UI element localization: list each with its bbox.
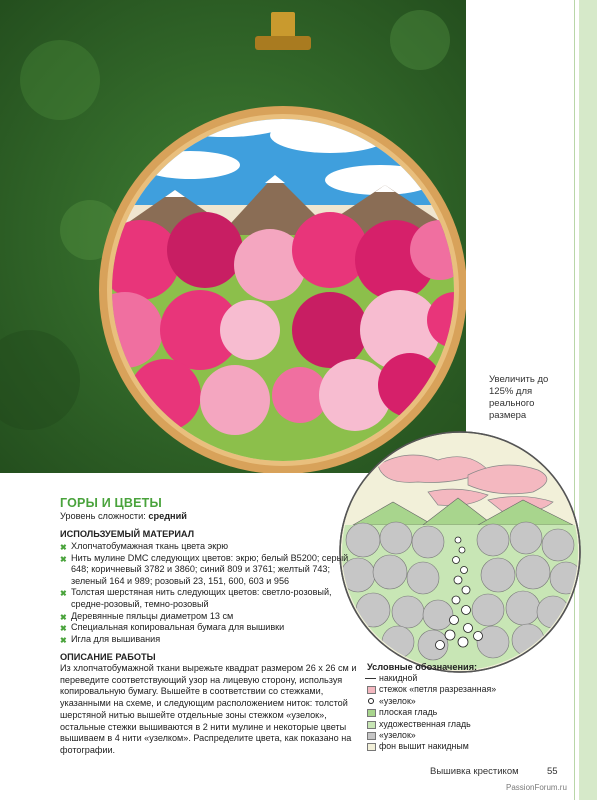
magazine-name: Вышивка крестиком [430, 766, 519, 777]
scale-caption: Увеличить до 125% для реального размера [489, 374, 549, 421]
side-stripe [579, 0, 597, 800]
difficulty-label: Уровень сложности: [60, 511, 146, 521]
bullet-icon: ✖ [60, 612, 67, 622]
scheme-illustration [338, 430, 583, 675]
legend-item: накидной [367, 673, 567, 684]
bullet-icon: ✖ [60, 589, 67, 599]
material-item: ✖ Нить мулине DMC следующих цветов: экрю; белый B5200; серый 648; коричневый 3782 и 3860; синий 809 и 3761; желтый 743; зеленый 164 и 989; розовый 23, 151, 600, 603 и 956 [60, 552, 349, 586]
hoop-photo-illustration [0, 0, 466, 473]
legend-item: стежок «петля разрезанная» [367, 684, 567, 695]
bullet-icon: ✖ [60, 543, 67, 552]
embroidery-photo [0, 0, 466, 473]
difficulty-level [60, 511, 187, 521]
legend-item: художественная гладь [367, 719, 567, 730]
legend-item: «узелок» [367, 730, 567, 741]
running-line-swatch [365, 678, 376, 679]
material-item: ✖ Толстая шерстяная нить следующих цветов: светло-розовый, средне-розовый, темно-розовый [60, 587, 332, 609]
gray-swatch [367, 732, 376, 740]
side-stripe-line [574, 0, 575, 800]
pattern-scheme [338, 430, 583, 675]
cream-swatch [367, 743, 376, 751]
legend-title: Условные обозначения: [367, 662, 478, 672]
legend-item: фон вышит накидным [367, 741, 567, 752]
light-green-swatch [367, 721, 376, 729]
hoop-clasp [255, 36, 311, 50]
legend-item: плоская гладь [367, 707, 567, 718]
bullet-icon: ✖ [60, 635, 67, 645]
work-description: Из хлопчатобумажной ткани вырежьте квадрат размером 26 x 26 см и переведите соответствующий узор на лицевую сторону, используя копировальную бумагу. Вышейте в соответствии со стежками, указанными на схеме, и следующим расположением ниток: толстой шерстяной нитью вышейте отдельные зоны стежком «узелок», остальные стежки вышиваются в 2 нити мулине и некоторые цветы вышиваем в 4 нити «узелком». Распределите цвета, как показано на фотографии. [60, 663, 357, 755]
green-swatch [367, 709, 376, 717]
bullet-icon: ✖ [60, 554, 67, 564]
watermark: PassionForum.ru [506, 783, 567, 792]
legend-item: «узелок» [367, 696, 567, 707]
material-item: ✖ Деревянные пяльцы диаметром 13 см [60, 610, 234, 622]
material-item: ✖ Специальная копировальная бумага для вышивки [60, 622, 285, 634]
work-heading: ОПИСАНИЕ РАБОТЫ [60, 652, 156, 662]
difficulty-value: средний [148, 511, 187, 521]
material-item: ✖ Хлопчатобумажная ткань цвета экрю [60, 541, 229, 552]
knot-swatch [368, 698, 374, 704]
legend [367, 662, 567, 753]
bullet-icon: ✖ [60, 624, 67, 634]
materials-heading: ИСПОЛЬЗУЕМЫЙ МАТЕРИАЛ [60, 529, 195, 539]
material-item: ✖ Игла для вышивания [60, 633, 161, 645]
page-number: 55 [547, 766, 558, 777]
hoop-screw [271, 12, 295, 40]
article-title: ГОРЫ И ЦВЕТЫ [60, 496, 162, 510]
pink-swatch [367, 686, 376, 694]
materials-list [60, 541, 350, 645]
